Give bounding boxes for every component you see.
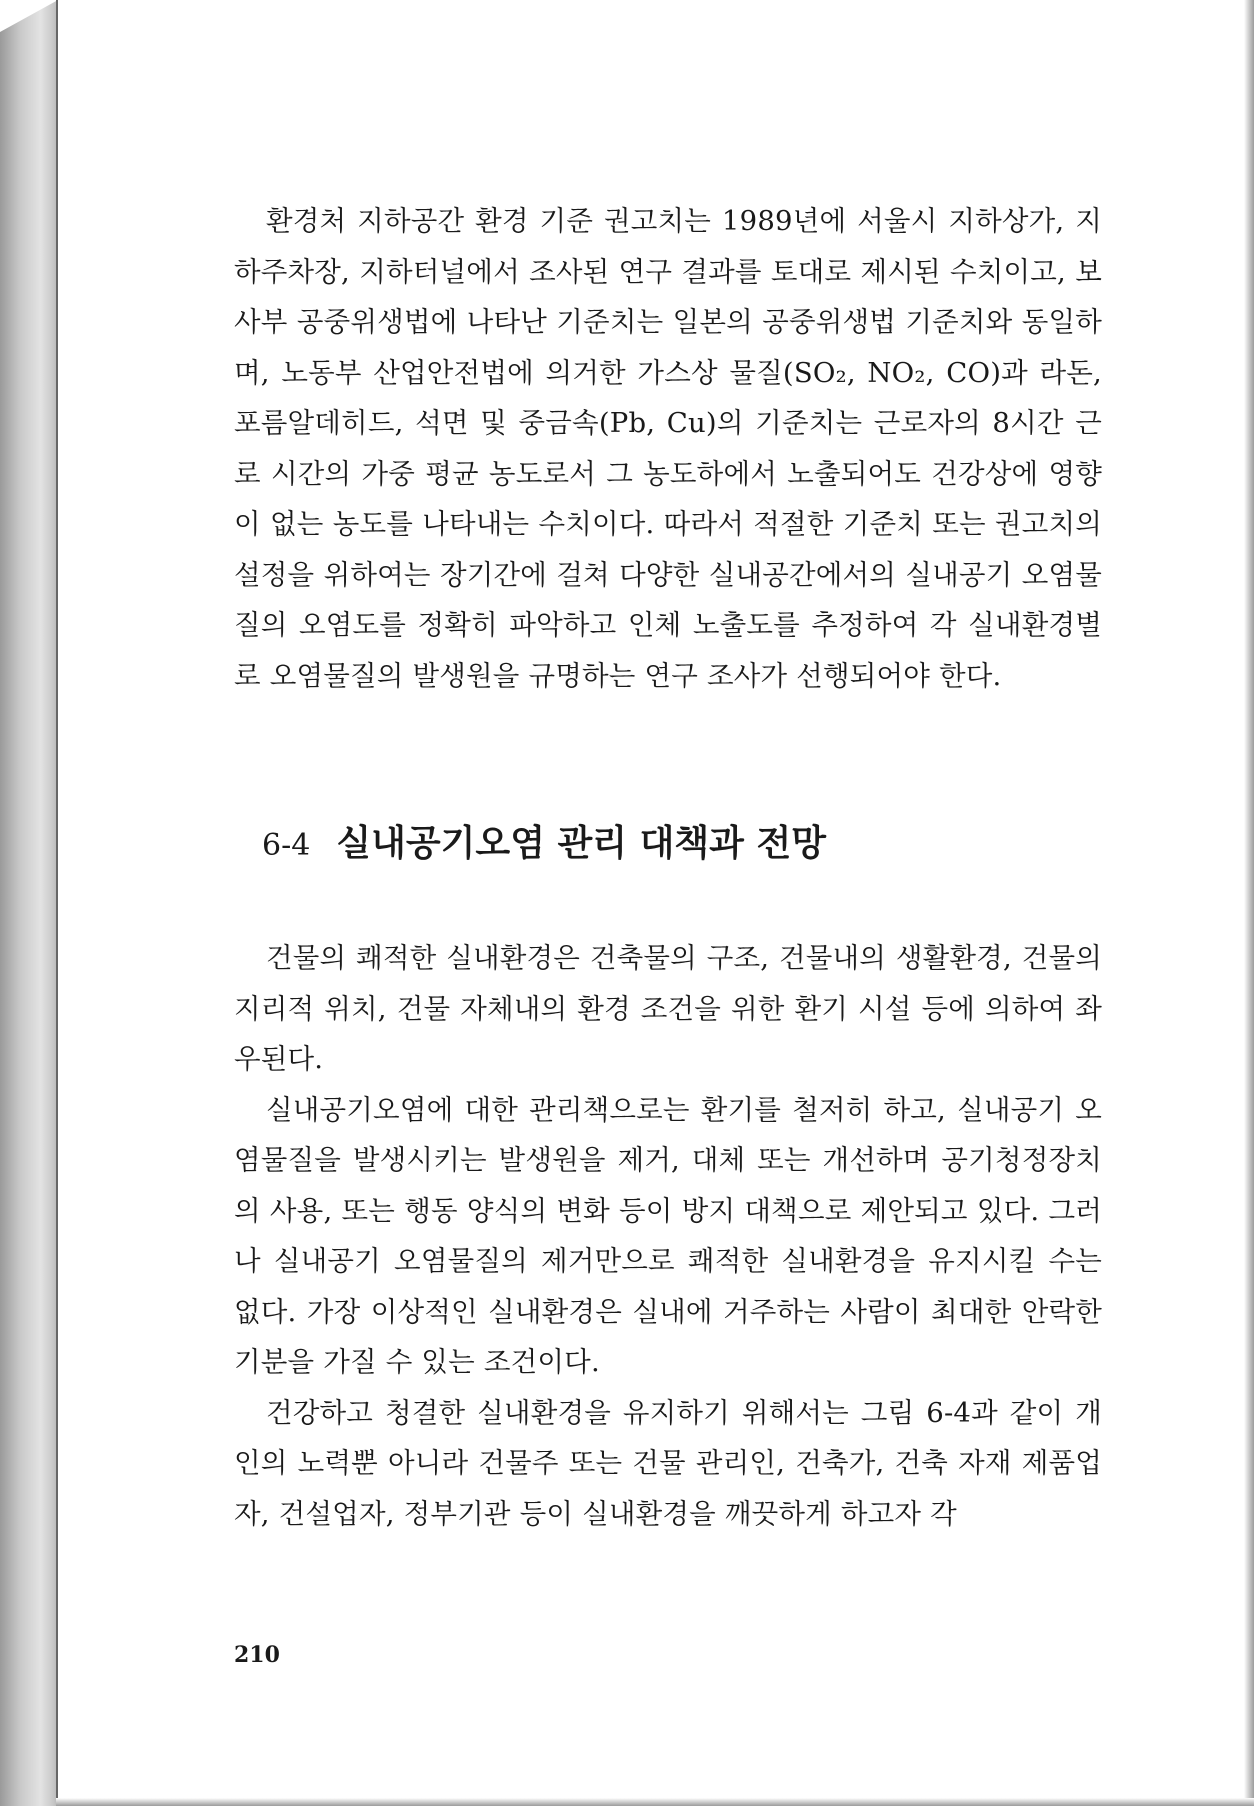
paragraph: 환경처 지하공간 환경 기준 권고치는 1989년에 서울시 지하상가, 지하주차장, 지하터널에서 조사된 연구 결과를 토대로 제시된 수치이고, 보사부 공중위생법에 나타난 기준치는 일본의 공중위생법 기준치와 동일하며, 노동부 산업안전법에 의거한 가스상 물질(SO₂, NO₂, CO)과 라돈, 포름알데히드, 석면 및 중금속(Pb, Cu)의 기준치는 근로자의 8시간 근로 시간의 가중 평균 농도로서 그 농도하에서 노출되어도 건강상에 영향이 없는 농도를 나타내는 수치이다. 따라서 적절한 기준치 또는 권고치의 설정을 위하여는 장기간에 걸쳐 다양한 실내공간에서의 실내공기 오염물질의 오염도를 정확히 파악하고 인체 노출도를 추정하여 각 실내환경별로 오염물질의 발생원을 규명하는 연구 조사가 선행되어야 한다. [234, 205, 1102, 692]
section-title: 실내공기오염 관리 대책과 전망 [336, 822, 827, 864]
page-edge-shadow-bottom [56, 1798, 1254, 1806]
page-content [234, 196, 1102, 1539]
book-spine [0, 0, 58, 1806]
paragraph: 실내공기오염에 대한 관리책으로는 환기를 철저히 하고, 실내공기 오염물질을 발생시키는 발생원을 제거, 대체 또는 개선하며 공기청정장치의 사용, 또는 행동 양식의 변화 등이 방지 대책으로 제안되고 있다. 그러나 실내공기 오염물질의 제거만으로 쾌적한 실내환경을 유지시킬 수는 없다. 가장 이상적인 실내환경은 실내에 거주하는 사람이 최대한 안락한 기분을 가질 수 있는 조건이다. [234, 1093, 1102, 1378]
section-heading [262, 803, 1102, 883]
paragraph: 건강하고 청결한 실내환경을 유지하기 위해서는 그림 6-4과 같이 개인의 노력뿐 아니라 건물주 또는 건물 관리인, 건축가, 건축 자재 제품업자, 건설업자, 정부기관 등이 실내환경을 깨끗하게 하고자 각 [234, 1396, 1102, 1530]
intro-paragraphs [234, 196, 1102, 701]
page-edge-shadow-right [1244, 0, 1254, 1806]
page-number: 210 [234, 1642, 280, 1668]
section-paragraphs [234, 933, 1102, 1539]
section-number: 6-4 [262, 828, 311, 863]
paragraph: 건물의 쾌적한 실내환경은 건축물의 구조, 건물내의 생활환경, 건물의 지리적 위치, 건물 자체내의 환경 조건을 위한 환기 시설 등에 의하여 좌우된다. [234, 942, 1102, 1075]
